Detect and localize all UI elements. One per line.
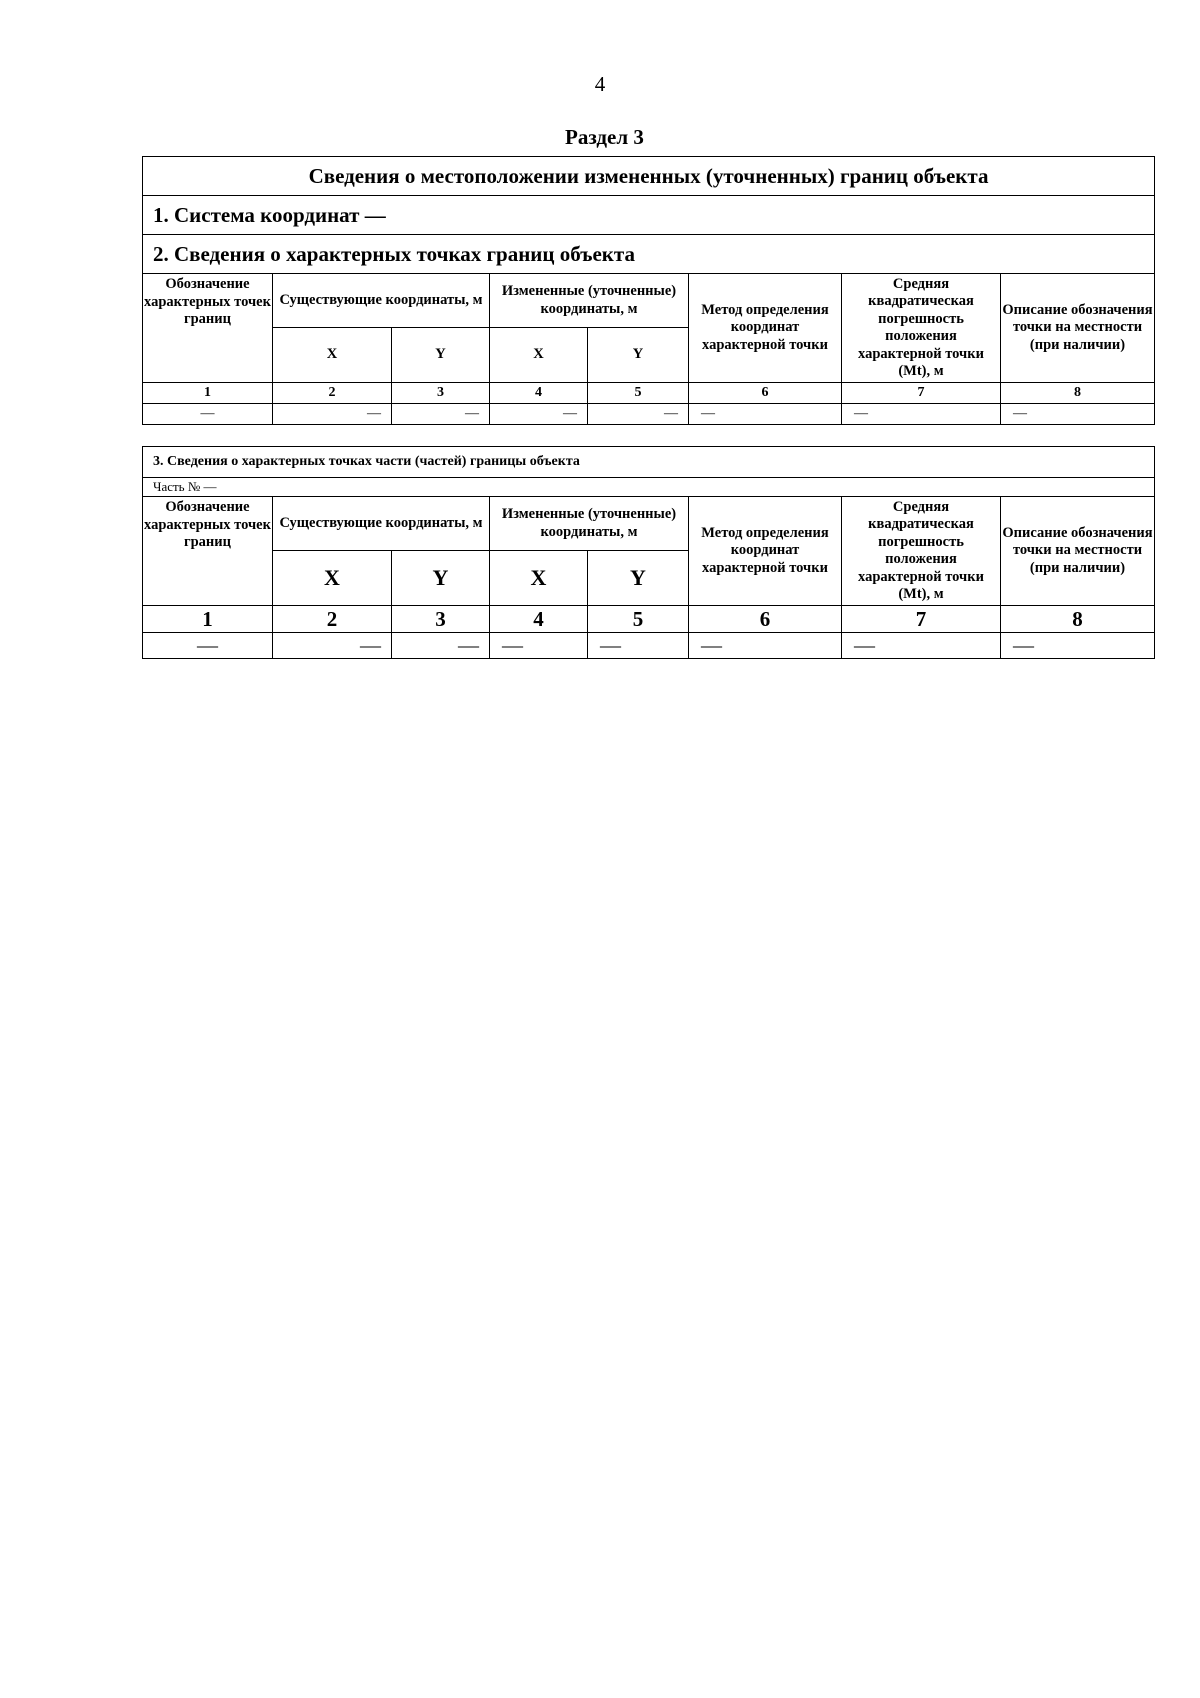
section-title: Раздел 3 bbox=[565, 125, 644, 149]
table-cell: — bbox=[1001, 633, 1155, 659]
column-numbers-row bbox=[143, 383, 1155, 404]
header-method: Метод определения координат характерной точки bbox=[689, 497, 842, 606]
header-changed-y: Y bbox=[588, 551, 689, 606]
column-number: 7 bbox=[842, 606, 1001, 633]
column-number: 5 bbox=[588, 383, 689, 404]
column-number: 1 bbox=[143, 606, 273, 633]
table-cell: — bbox=[490, 633, 588, 659]
table-cell: — bbox=[1001, 404, 1155, 425]
header-existing-coords: Существующие координаты, м bbox=[273, 274, 490, 328]
header-existing-x: X bbox=[273, 551, 392, 606]
header-designation: Обозначение характерных точек границ bbox=[143, 497, 273, 606]
header-changed-coords: Измененные (уточненные) координаты, м bbox=[490, 497, 689, 551]
column-number: 1 bbox=[143, 383, 273, 404]
table-cell: — bbox=[588, 633, 689, 659]
column-number: 3 bbox=[392, 606, 490, 633]
coordinate-system: 1. Система координат — bbox=[143, 196, 1155, 235]
table-cell: — bbox=[273, 404, 392, 425]
header-changed-x: X bbox=[490, 328, 588, 383]
column-number: 4 bbox=[490, 383, 588, 404]
header-error: Средняя квадратическая погрешность положения характерной точки (Mt), м bbox=[842, 497, 1001, 606]
column-number: 6 bbox=[689, 606, 842, 633]
table-cell: — bbox=[689, 404, 842, 425]
page-number: 4 bbox=[594, 72, 606, 96]
header-description: Описание обозначения точки на местности (при наличии) bbox=[1001, 497, 1155, 606]
header-method: Метод определения координат характерной точки bbox=[689, 274, 842, 383]
header-changed-x: X bbox=[490, 551, 588, 606]
table-cell: — bbox=[143, 404, 273, 425]
header-changed-coords: Измененные (уточненные) координаты, м bbox=[490, 274, 689, 328]
table-row bbox=[143, 404, 1155, 425]
header-description: Описание обозначения точки на местности (при наличии) bbox=[1001, 274, 1155, 383]
part-number: Часть № — bbox=[143, 478, 1155, 497]
table-cell: — bbox=[689, 633, 842, 659]
header-designation: Обозначение характерных точек границ bbox=[143, 274, 273, 383]
header-existing-y: Y bbox=[392, 328, 490, 383]
column-numbers-row bbox=[143, 606, 1155, 633]
column-number: 3 bbox=[392, 383, 490, 404]
table-cell: — bbox=[588, 404, 689, 425]
table-cell: — bbox=[392, 404, 490, 425]
table-title: Сведения о местоположении измененных (уточненных) границ объекта bbox=[143, 157, 1155, 196]
header-error: Средняя квадратическая погрешность положения характерной точки (Mt), м bbox=[842, 274, 1001, 383]
column-number: 4 bbox=[490, 606, 588, 633]
header-existing-x: X bbox=[273, 328, 392, 383]
table-cell: — bbox=[842, 633, 1001, 659]
column-number: 6 bbox=[689, 383, 842, 404]
points-heading: 2. Сведения о характерных точках границ объекта bbox=[143, 235, 1155, 274]
column-number: 8 bbox=[1001, 383, 1155, 404]
boundary-points-table bbox=[142, 156, 1155, 425]
table-cell: — bbox=[273, 633, 392, 659]
column-number: 8 bbox=[1001, 606, 1155, 633]
table-cell: — bbox=[392, 633, 490, 659]
column-number: 7 bbox=[842, 383, 1001, 404]
table-row bbox=[143, 633, 1155, 659]
header-existing-coords: Существующие координаты, м bbox=[273, 497, 490, 551]
table-cell: — bbox=[143, 633, 273, 659]
header-existing-y: Y bbox=[392, 551, 490, 606]
column-number: 5 bbox=[588, 606, 689, 633]
header-changed-y: Y bbox=[588, 328, 689, 383]
table-cell: — bbox=[490, 404, 588, 425]
column-number: 2 bbox=[273, 606, 392, 633]
column-number: 2 bbox=[273, 383, 392, 404]
part-points-heading: 3. Сведения о характерных точках части (частей) границы объекта bbox=[143, 447, 1155, 478]
part-boundary-points-table bbox=[142, 446, 1155, 659]
table-cell: — bbox=[842, 404, 1001, 425]
